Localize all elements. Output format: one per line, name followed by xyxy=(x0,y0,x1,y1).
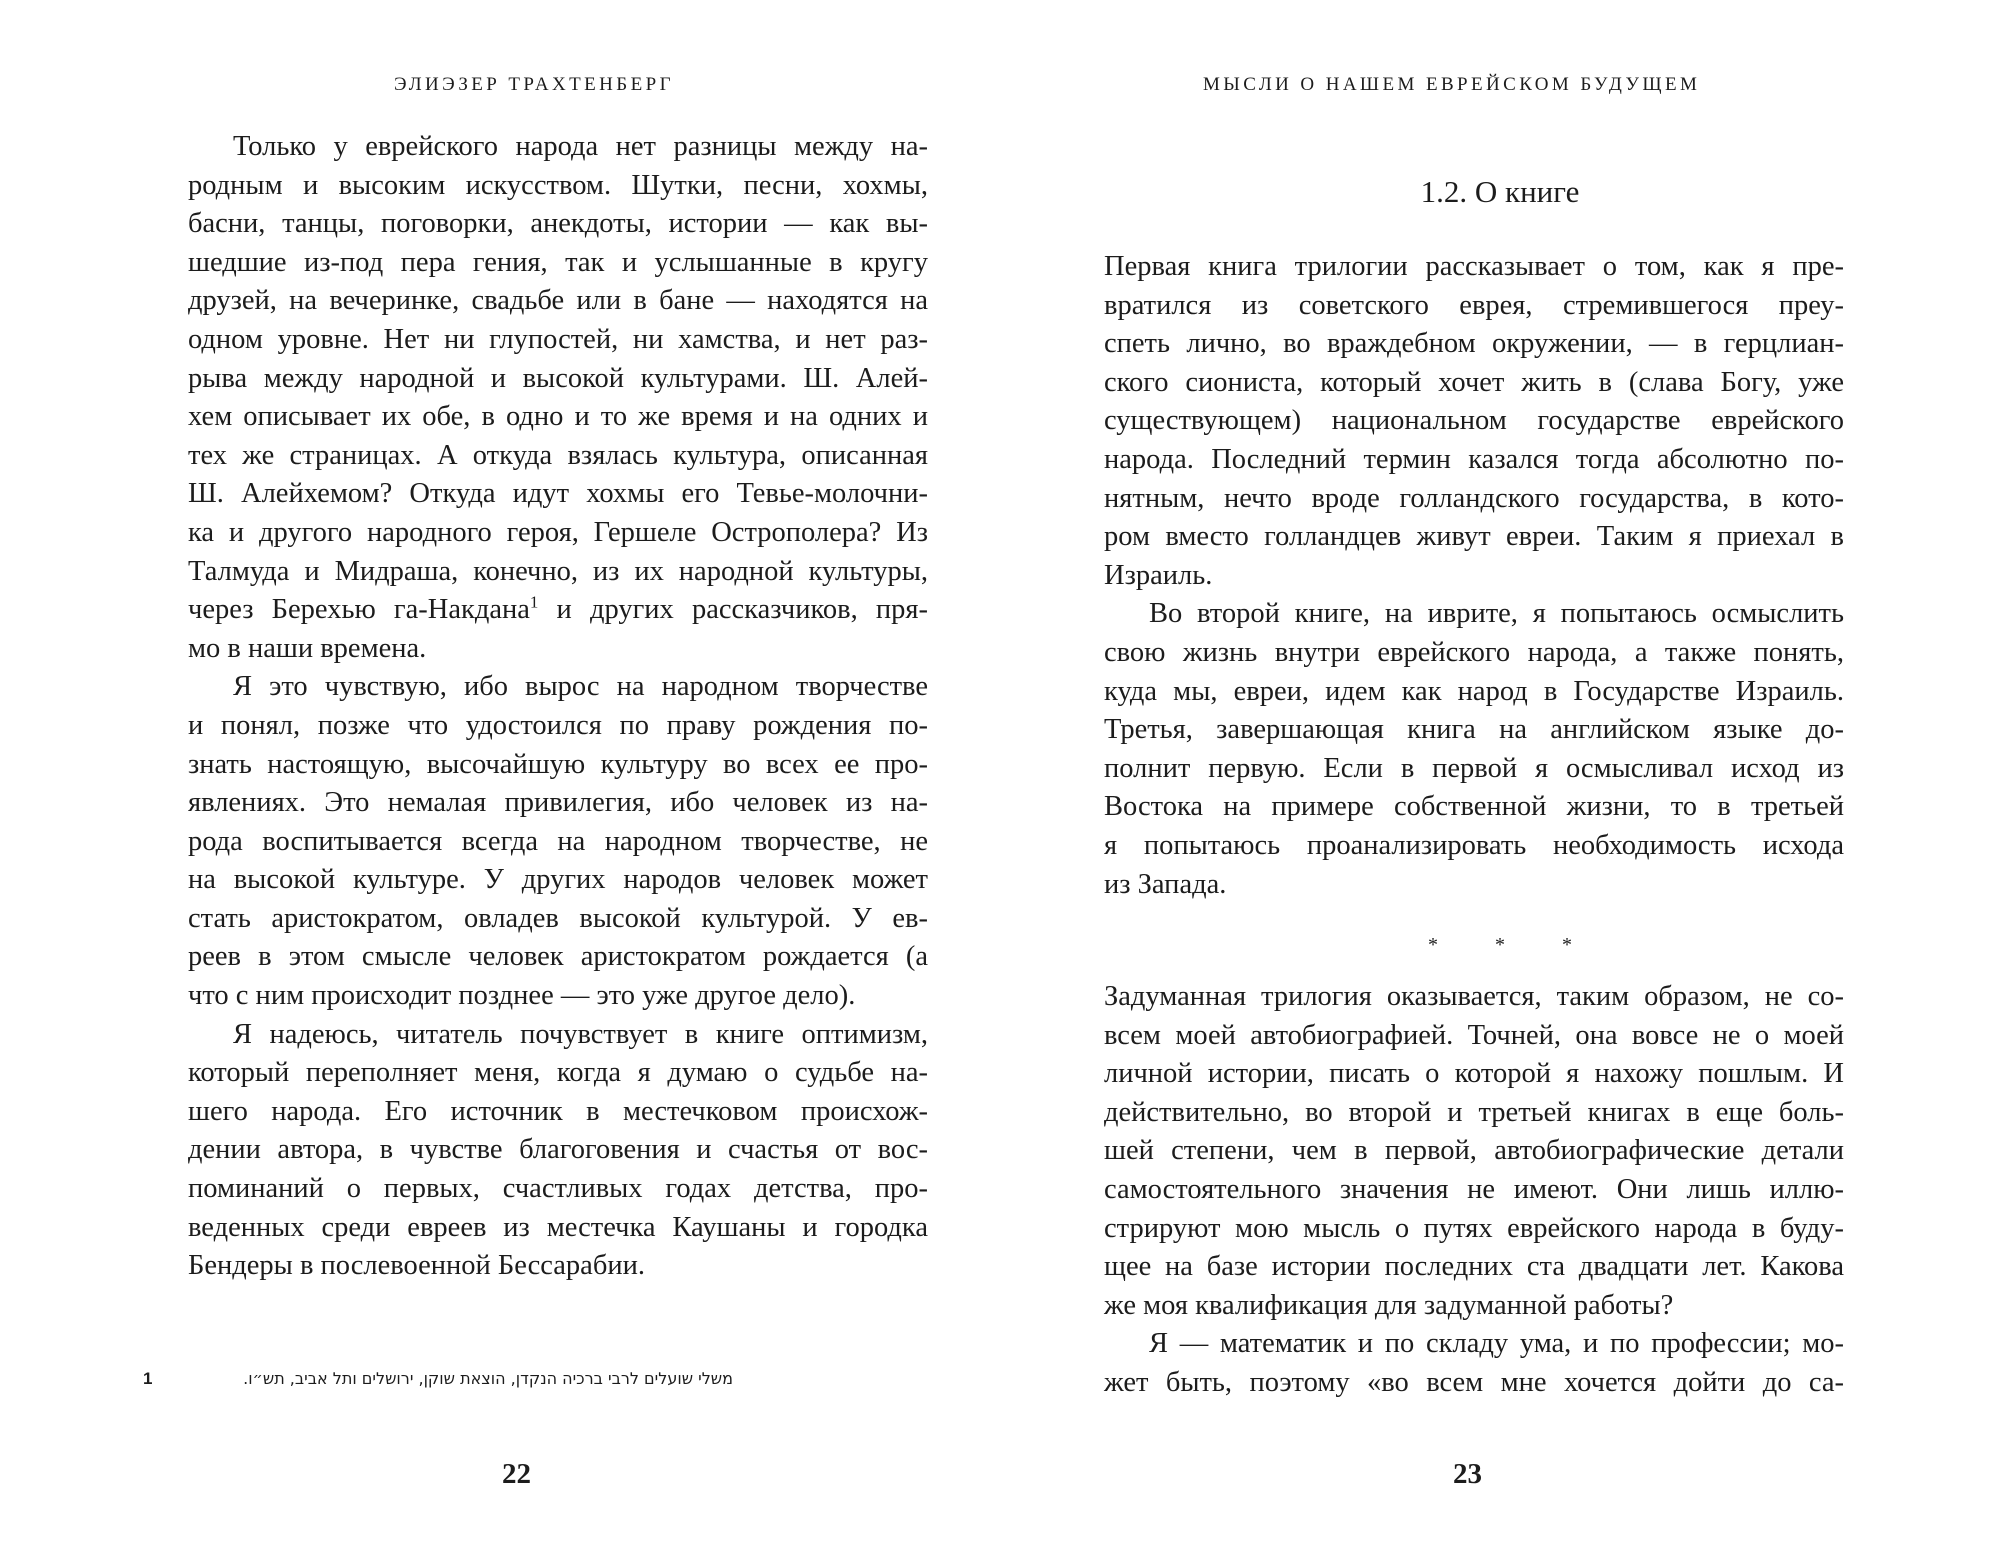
text-line-with-footnote xyxy=(143,591,928,630)
text-line: спеть лично, во враждебном окружении, — в герцлиан- xyxy=(1104,328,1844,360)
text-line: Я — математик и по складу ума, и по профессии; мо- xyxy=(1149,1328,1844,1360)
text-line: куда мы, евреи, идем как народ в Государстве Израиль. xyxy=(1104,675,1844,707)
right-text-block-top xyxy=(1059,248,1844,904)
running-head-author: ЭЛИЭЗЕР ТРАХТЕНБЕРГ xyxy=(394,74,674,95)
left-text-block xyxy=(143,128,928,1286)
text-line: из Запада. xyxy=(1104,868,1227,900)
text-line: Третья, завершающая книга на английском языке до- xyxy=(1104,714,1844,746)
text-line: шего народа. Его источник в местечковом происхож- xyxy=(188,1095,928,1127)
text-line: Ш. Алейхемом? Откуда идут хохмы его Тевье-молочни- xyxy=(188,478,928,510)
paragraph-2 xyxy=(1059,595,1844,904)
text-line: личной истории, писать о которой я нахожу пошлым. И xyxy=(1104,1058,1844,1090)
text-line: шедшие из-под пера гения, так и услышанные в кругу xyxy=(188,246,928,278)
text-line: Израиль. xyxy=(1104,559,1213,591)
text-line: же моя квалификация для задуманной работы? xyxy=(1104,1289,1674,1321)
text-line: Я это чувствую, ибо вырос на народном творчестве xyxy=(233,671,928,703)
text-line: хем описывает их обе, в одно и то же время и на одних и xyxy=(188,401,928,433)
text-line: щее на базе истории последних ста двадцати лет. Какова xyxy=(1104,1251,1844,1283)
section-title: 1.2. О книге xyxy=(1420,174,1580,209)
running-head-title: МЫСЛИ О НАШЕМ ЕВРЕЙСКОМ БУДУЩЕМ xyxy=(1203,74,1701,95)
text-line: явлениях. Это немалая привилегия, ибо человек из на- xyxy=(188,787,928,819)
text-line-head: через Берехью га-Накдана xyxy=(188,594,530,626)
text-line: существующем) национальном государстве еврейского xyxy=(1104,405,1844,437)
footnote-number: 1 xyxy=(143,1369,153,1388)
text-line: рода воспитывается всегда на народном творчестве, не xyxy=(188,825,928,857)
section-break-asterism: * * * xyxy=(1428,934,1598,956)
page-number: 23 xyxy=(1453,1458,1482,1490)
text-line: вратился из советского еврея, стремившегося преу- xyxy=(1104,289,1844,321)
text-line: Во второй книге, на иврите, я попытаюсь осмыслить xyxy=(1149,598,1844,630)
text-line: действительно, во второй и третьей книгах в еще боль- xyxy=(1104,1096,1844,1128)
text-line: друзей, на вечеринке, свадьбе или в бане — находятся на xyxy=(188,285,928,317)
text-line: и понял, позже что удостоился по праву рождения по- xyxy=(188,709,928,741)
text-line: народа. Последний термин казался тогда абсолютно по- xyxy=(1104,443,1844,475)
text-line: что с ним происходит позднее — это уже другое дело). xyxy=(188,980,856,1012)
paragraph-4 xyxy=(1059,1325,1844,1402)
text-line: я попытаюсь проанализировать необходимость исхода xyxy=(1104,829,1844,861)
text-line: рыва между народной и высокой культурами. Ш. Алей- xyxy=(188,362,928,394)
paragraph-3 xyxy=(143,1016,928,1286)
text-line: Востока на примере собственной жизни, то в третьей xyxy=(1104,791,1844,823)
text-line: стать аристократом, овладев высокой культурой. У ев- xyxy=(188,902,928,934)
text-line: басни, танцы, поговорки, анекдоты, истории — как вы- xyxy=(188,208,928,240)
page-number: 22 xyxy=(502,1458,531,1490)
right-text-block-bottom xyxy=(1059,978,1844,1403)
paragraph-3 xyxy=(1059,978,1844,1325)
text-line: одном уровне. Нет ни глупостей, ни хамства, и нет раз- xyxy=(188,323,928,355)
text-line: шей степени, чем в первой, автобиографические детали xyxy=(1104,1135,1844,1167)
text-line: жет быть, поэтому «во всем мне хочется дойти до са- xyxy=(1104,1366,1844,1398)
text-line: нятным, нечто вроде голландского государства, в кото- xyxy=(1104,482,1844,514)
text-line: Задуманная трилогия оказывается, таким образом, не со- xyxy=(1104,981,1844,1012)
text-line: на высокой культуре. У других народов человек может xyxy=(188,864,928,896)
text-line-tail: и других рассказчиков, пря- xyxy=(538,594,928,626)
text-line: ром вместо голландцев живут евреи. Таким я приехал в xyxy=(1104,521,1844,553)
text-line: самостоятельного значения не имеют. Они лишь иллю- xyxy=(1104,1173,1844,1205)
text-line: ка и другого народного героя, Гершеле Острополера? Из xyxy=(188,516,928,548)
text-line: Талмуда и Мидраша, конечно, из их народной культуры, xyxy=(188,555,928,587)
text-line: Я надеюсь, читатель почувствует в книге оптимизм, xyxy=(233,1018,928,1050)
text-line: родным и высоким искусством. Шутки, песни, хохмы, xyxy=(188,169,928,201)
text-line: поминаний о первых, счастливых годах детства, про- xyxy=(188,1173,928,1205)
paragraph-1 xyxy=(1059,248,1844,595)
text-line: который переполняет меня, когда я думаю о судьбе на- xyxy=(188,1057,928,1089)
text-line: полнит первую. Если в первой я осмысливал исход из xyxy=(1104,752,1844,784)
footnote-reference[interactable]: 1 xyxy=(529,592,539,612)
text-line: веденных среди евреев из местечка Каушаны и городка xyxy=(188,1211,928,1243)
text-line: ского сиониста, который хочет жить в (слава Богу, уже xyxy=(1104,366,1844,398)
text-line: реев в этом смысле человек аристократом рождается (а xyxy=(188,941,928,973)
text-line: знать настоящую, высочайшую культуру во всех ее про- xyxy=(188,748,928,780)
footnote-text: משלי שועלים לרבי ברכיה הנקדן, הוצאת שוקן, ירושלים ותל אביב, תש״ו. xyxy=(243,1369,733,1388)
right-page xyxy=(1000,0,2000,1558)
text-line: стрируют мою мысль о путях еврейского народа в буду- xyxy=(1104,1212,1844,1244)
text-line: тех же страницах. А откуда взялась культура, описанная xyxy=(188,439,928,471)
text-line: мо в наши времена. xyxy=(188,632,427,664)
text-line: свою жизнь внутри еврейского народа, а также понять, xyxy=(1104,636,1844,668)
text-line: всем моей автобиографией. Точней, она вовсе не о моей xyxy=(1104,1019,1844,1051)
text-line: дении автора, в чувстве благоговения и счастья от вос- xyxy=(188,1134,928,1166)
text-line: Первая книга трилогии рассказывает о том, как я пре- xyxy=(1104,251,1844,282)
text-line: Только у еврейского народа нет разницы между на- xyxy=(233,131,928,162)
paragraph-2 xyxy=(143,668,928,1015)
text-line: Бендеры в послевоенной Бессарабии. xyxy=(188,1250,645,1282)
paragraph-1 xyxy=(143,128,928,668)
